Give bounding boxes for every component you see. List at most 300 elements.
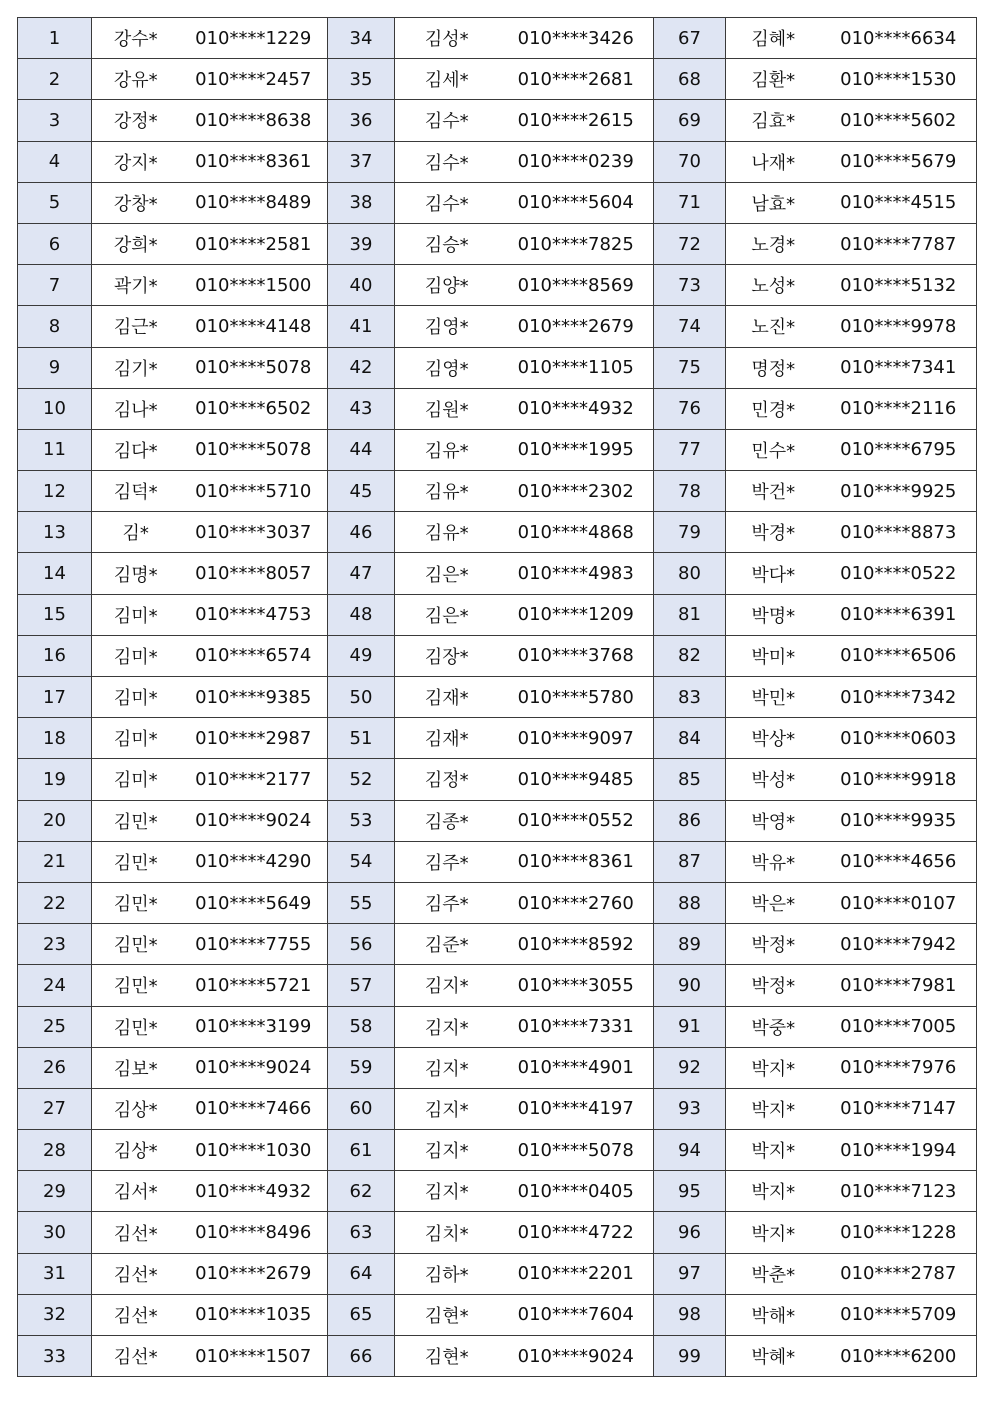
entry-name: 김미* xyxy=(92,677,180,718)
entry-name: 박성* xyxy=(726,759,821,800)
entry-number: 71 xyxy=(654,182,726,223)
entry-phone: 010****4722 xyxy=(499,1212,654,1253)
entry-phone: 010****4290 xyxy=(180,841,328,882)
entry-name: 강지* xyxy=(92,141,180,182)
entry-number: 64 xyxy=(328,1253,395,1294)
entry-phone: 010****7942 xyxy=(821,924,977,965)
entry-name: 김상* xyxy=(92,1130,180,1171)
entry-phone: 010****4901 xyxy=(499,1047,654,1088)
entry-number: 89 xyxy=(654,924,726,965)
table-row xyxy=(18,1212,977,1253)
entry-number: 92 xyxy=(654,1047,726,1088)
entry-name: 김유* xyxy=(395,471,499,512)
entry-number: 15 xyxy=(18,594,92,635)
entry-number: 88 xyxy=(654,882,726,923)
entry-number: 21 xyxy=(18,841,92,882)
entry-name: 강수* xyxy=(92,18,180,59)
entry-name: 박은* xyxy=(726,882,821,923)
entry-name: 김주* xyxy=(395,882,499,923)
entry-number: 54 xyxy=(328,841,395,882)
entry-number: 42 xyxy=(328,347,395,388)
entry-phone: 010****7825 xyxy=(499,223,654,264)
entry-phone: 010****8592 xyxy=(499,924,654,965)
entry-phone: 010****9918 xyxy=(821,759,977,800)
entry-number: 59 xyxy=(328,1047,395,1088)
entry-number: 26 xyxy=(18,1047,92,1088)
entry-phone: 010****7147 xyxy=(821,1088,977,1129)
entry-name: 박해* xyxy=(726,1294,821,1335)
entry-phone: 010****7755 xyxy=(180,924,328,965)
entry-phone: 010****1229 xyxy=(180,18,328,59)
entry-number: 28 xyxy=(18,1130,92,1171)
table-row xyxy=(18,965,977,1006)
entry-name: 김근* xyxy=(92,306,180,347)
table-row xyxy=(18,800,977,841)
entry-number: 94 xyxy=(654,1130,726,1171)
entry-phone: 010****2581 xyxy=(180,223,328,264)
entry-name: 김* xyxy=(92,512,180,553)
entry-phone: 010****7123 xyxy=(821,1171,977,1212)
entry-number: 6 xyxy=(18,223,92,264)
entry-phone: 010****5721 xyxy=(180,965,328,1006)
entry-name: 김선* xyxy=(92,1253,180,1294)
entry-phone: 010****6502 xyxy=(180,388,328,429)
entry-phone: 010****4868 xyxy=(499,512,654,553)
entry-number: 3 xyxy=(18,100,92,141)
entry-phone: 010****1105 xyxy=(499,347,654,388)
table-row xyxy=(18,1130,977,1171)
entry-number: 41 xyxy=(328,306,395,347)
entry-phone: 010****5709 xyxy=(821,1294,977,1335)
table-row xyxy=(18,265,977,306)
entry-phone: 010****1507 xyxy=(180,1336,328,1377)
entry-number: 60 xyxy=(328,1088,395,1129)
entry-phone: 010****2457 xyxy=(180,59,328,100)
entry-phone: 010****8361 xyxy=(180,141,328,182)
entry-number: 23 xyxy=(18,924,92,965)
entry-phone: 010****0552 xyxy=(499,800,654,841)
entry-name: 김서* xyxy=(92,1171,180,1212)
entry-name: 김준* xyxy=(395,924,499,965)
entry-number: 48 xyxy=(328,594,395,635)
entry-number: 8 xyxy=(18,306,92,347)
entry-name: 박정* xyxy=(726,965,821,1006)
entry-phone: 010****8873 xyxy=(821,512,977,553)
entry-number: 78 xyxy=(654,471,726,512)
entry-name: 민수* xyxy=(726,429,821,470)
entry-number: 98 xyxy=(654,1294,726,1335)
entry-name: 김은* xyxy=(395,553,499,594)
entry-name: 김은* xyxy=(395,594,499,635)
entry-number: 67 xyxy=(654,18,726,59)
entry-number: 51 xyxy=(328,718,395,759)
entry-number: 66 xyxy=(328,1336,395,1377)
entry-phone: 010****9024 xyxy=(180,1047,328,1088)
entry-number: 55 xyxy=(328,882,395,923)
entry-number: 7 xyxy=(18,265,92,306)
entry-name: 김지* xyxy=(395,1171,499,1212)
entry-name: 김지* xyxy=(395,1088,499,1129)
entry-name: 김명* xyxy=(92,553,180,594)
entry-name: 김현* xyxy=(395,1336,499,1377)
entry-number: 16 xyxy=(18,635,92,676)
entry-name: 강유* xyxy=(92,59,180,100)
entry-phone: 010****2177 xyxy=(180,759,328,800)
entry-number: 35 xyxy=(328,59,395,100)
entry-number: 83 xyxy=(654,677,726,718)
entry-phone: 010****0603 xyxy=(821,718,977,759)
entry-number: 39 xyxy=(328,223,395,264)
entry-phone: 010****5679 xyxy=(821,141,977,182)
entry-phone: 010****1530 xyxy=(821,59,977,100)
entry-number: 75 xyxy=(654,347,726,388)
entry-name: 김장* xyxy=(395,635,499,676)
entry-name: 김원* xyxy=(395,388,499,429)
entry-name: 박춘* xyxy=(726,1253,821,1294)
entry-phone: 010****3426 xyxy=(499,18,654,59)
entry-number: 2 xyxy=(18,59,92,100)
entry-phone: 010****2201 xyxy=(499,1253,654,1294)
entry-name: 노경* xyxy=(726,223,821,264)
entry-name: 박중* xyxy=(726,1006,821,1047)
entry-name: 박미* xyxy=(726,635,821,676)
entry-number: 91 xyxy=(654,1006,726,1047)
entry-phone: 010****1500 xyxy=(180,265,328,306)
entry-number: 10 xyxy=(18,388,92,429)
entry-number: 56 xyxy=(328,924,395,965)
entry-name: 나재* xyxy=(726,141,821,182)
entry-number: 85 xyxy=(654,759,726,800)
entry-name: 박민* xyxy=(726,677,821,718)
entry-phone: 010****5132 xyxy=(821,265,977,306)
entry-phone: 010****2302 xyxy=(499,471,654,512)
entry-phone: 010****9024 xyxy=(180,800,328,841)
table-row xyxy=(18,100,977,141)
entry-number: 95 xyxy=(654,1171,726,1212)
entry-name: 김현* xyxy=(395,1294,499,1335)
entry-name: 김지* xyxy=(395,965,499,1006)
entry-number: 43 xyxy=(328,388,395,429)
entry-phone: 010****0522 xyxy=(821,553,977,594)
entry-name: 박상* xyxy=(726,718,821,759)
entry-phone: 010****5649 xyxy=(180,882,328,923)
entry-name: 김양* xyxy=(395,265,499,306)
entry-number: 31 xyxy=(18,1253,92,1294)
entry-name: 김주* xyxy=(395,841,499,882)
entry-phone: 010****7976 xyxy=(821,1047,977,1088)
entry-number: 97 xyxy=(654,1253,726,1294)
entry-number: 58 xyxy=(328,1006,395,1047)
table-row xyxy=(18,306,977,347)
entry-number: 1 xyxy=(18,18,92,59)
entry-name: 김덕* xyxy=(92,471,180,512)
entry-name: 박명* xyxy=(726,594,821,635)
entry-name: 박건* xyxy=(726,471,821,512)
entry-name: 박지* xyxy=(726,1212,821,1253)
entry-name: 김정* xyxy=(395,759,499,800)
entry-phone: 010****6506 xyxy=(821,635,977,676)
entry-phone: 010****2679 xyxy=(180,1253,328,1294)
entry-name: 김민* xyxy=(92,800,180,841)
entry-name: 박유* xyxy=(726,841,821,882)
entry-number: 4 xyxy=(18,141,92,182)
table-row xyxy=(18,1294,977,1335)
entry-phone: 010****5604 xyxy=(499,182,654,223)
entry-name: 김수* xyxy=(395,141,499,182)
entry-name: 김유* xyxy=(395,512,499,553)
entry-phone: 010****6634 xyxy=(821,18,977,59)
entry-phone: 010****6391 xyxy=(821,594,977,635)
entry-number: 99 xyxy=(654,1336,726,1377)
entry-number: 14 xyxy=(18,553,92,594)
entry-number: 79 xyxy=(654,512,726,553)
entry-phone: 010****4932 xyxy=(180,1171,328,1212)
entry-name: 김영* xyxy=(395,306,499,347)
entry-name: 김수* xyxy=(395,182,499,223)
entry-name: 김미* xyxy=(92,594,180,635)
entry-number: 62 xyxy=(328,1171,395,1212)
table-row xyxy=(18,1047,977,1088)
entry-phone: 010****1994 xyxy=(821,1130,977,1171)
entry-phone: 010****4753 xyxy=(180,594,328,635)
entry-phone: 010****7787 xyxy=(821,223,977,264)
entry-number: 70 xyxy=(654,141,726,182)
entry-phone: 010****0239 xyxy=(499,141,654,182)
entry-number: 20 xyxy=(18,800,92,841)
entry-name: 김미* xyxy=(92,759,180,800)
entry-number: 36 xyxy=(328,100,395,141)
entry-name: 박지* xyxy=(726,1130,821,1171)
entry-number: 11 xyxy=(18,429,92,470)
table-row xyxy=(18,512,977,553)
entry-phone: 010****2681 xyxy=(499,59,654,100)
entry-name: 강정* xyxy=(92,100,180,141)
entry-name: 곽기* xyxy=(92,265,180,306)
entry-phone: 010****7604 xyxy=(499,1294,654,1335)
entry-phone: 010****1228 xyxy=(821,1212,977,1253)
entry-name: 김승* xyxy=(395,223,499,264)
entry-number: 61 xyxy=(328,1130,395,1171)
entry-number: 57 xyxy=(328,965,395,1006)
entry-name: 김수* xyxy=(395,100,499,141)
entry-phone: 010****3199 xyxy=(180,1006,328,1047)
entry-name: 박혜* xyxy=(726,1336,821,1377)
entry-name: 김민* xyxy=(92,924,180,965)
entry-phone: 010****8489 xyxy=(180,182,328,223)
entry-number: 84 xyxy=(654,718,726,759)
entry-phone: 010****3055 xyxy=(499,965,654,1006)
entry-phone: 010****8638 xyxy=(180,100,328,141)
entry-number: 19 xyxy=(18,759,92,800)
entry-name: 김미* xyxy=(92,635,180,676)
entry-name: 김지* xyxy=(395,1047,499,1088)
entry-number: 82 xyxy=(654,635,726,676)
entry-number: 52 xyxy=(328,759,395,800)
entry-phone: 010****8361 xyxy=(499,841,654,882)
entry-phone: 010****2987 xyxy=(180,718,328,759)
entry-name: 김종* xyxy=(395,800,499,841)
entry-name: 박지* xyxy=(726,1171,821,1212)
entry-phone: 010****2787 xyxy=(821,1253,977,1294)
entry-phone: 010****8496 xyxy=(180,1212,328,1253)
entry-name: 박지* xyxy=(726,1047,821,1088)
entry-number: 32 xyxy=(18,1294,92,1335)
entry-phone: 010****4197 xyxy=(499,1088,654,1129)
entry-phone: 010****4148 xyxy=(180,306,328,347)
winners-table-body xyxy=(18,18,977,1377)
entry-number: 81 xyxy=(654,594,726,635)
entry-name: 김혜* xyxy=(726,18,821,59)
table-row xyxy=(18,1088,977,1129)
entry-number: 37 xyxy=(328,141,395,182)
entry-number: 18 xyxy=(18,718,92,759)
entry-name: 김환* xyxy=(726,59,821,100)
entry-name: 김다* xyxy=(92,429,180,470)
entry-number: 93 xyxy=(654,1088,726,1129)
entry-number: 46 xyxy=(328,512,395,553)
entry-number: 76 xyxy=(654,388,726,429)
entry-phone: 010****9978 xyxy=(821,306,977,347)
entry-name: 김민* xyxy=(92,882,180,923)
entry-number: 44 xyxy=(328,429,395,470)
entry-phone: 010****7981 xyxy=(821,965,977,1006)
entry-number: 73 xyxy=(654,265,726,306)
table-row xyxy=(18,924,977,965)
entry-name: 박정* xyxy=(726,924,821,965)
entry-phone: 010****9385 xyxy=(180,677,328,718)
table-row xyxy=(18,553,977,594)
entry-number: 96 xyxy=(654,1212,726,1253)
entry-number: 5 xyxy=(18,182,92,223)
entry-phone: 010****1995 xyxy=(499,429,654,470)
entry-name: 강창* xyxy=(92,182,180,223)
entry-phone: 010****7005 xyxy=(821,1006,977,1047)
entry-name: 노진* xyxy=(726,306,821,347)
entry-number: 74 xyxy=(654,306,726,347)
entry-phone: 010****5078 xyxy=(180,429,328,470)
table-row xyxy=(18,759,977,800)
entry-name: 김상* xyxy=(92,1088,180,1129)
table-row xyxy=(18,471,977,512)
entry-name: 김선* xyxy=(92,1336,180,1377)
entry-name: 김기* xyxy=(92,347,180,388)
table-row xyxy=(18,718,977,759)
table-row xyxy=(18,59,977,100)
table-row xyxy=(18,18,977,59)
entry-number: 65 xyxy=(328,1294,395,1335)
entry-number: 47 xyxy=(328,553,395,594)
entry-phone: 010****2116 xyxy=(821,388,977,429)
table-row xyxy=(18,141,977,182)
table-row xyxy=(18,841,977,882)
entry-name: 김민* xyxy=(92,1006,180,1047)
entry-name: 박지* xyxy=(726,1088,821,1129)
entry-name: 김선* xyxy=(92,1294,180,1335)
entry-phone: 010****1030 xyxy=(180,1130,328,1171)
entry-name: 김선* xyxy=(92,1212,180,1253)
entry-phone: 010****6200 xyxy=(821,1336,977,1377)
entry-phone: 010****4656 xyxy=(821,841,977,882)
entry-number: 49 xyxy=(328,635,395,676)
entry-number: 50 xyxy=(328,677,395,718)
entry-name: 김지* xyxy=(395,1130,499,1171)
entry-phone: 010****6574 xyxy=(180,635,328,676)
entry-number: 24 xyxy=(18,965,92,1006)
entry-phone: 010****7341 xyxy=(821,347,977,388)
entry-phone: 010****6795 xyxy=(821,429,977,470)
entry-name: 명정* xyxy=(726,347,821,388)
entry-number: 90 xyxy=(654,965,726,1006)
entry-number: 77 xyxy=(654,429,726,470)
entry-phone: 010****1035 xyxy=(180,1294,328,1335)
entry-phone: 010****0405 xyxy=(499,1171,654,1212)
entry-name: 김재* xyxy=(395,677,499,718)
entry-number: 30 xyxy=(18,1212,92,1253)
entry-number: 12 xyxy=(18,471,92,512)
entry-name: 민경* xyxy=(726,388,821,429)
table-row xyxy=(18,388,977,429)
entry-phone: 010****2679 xyxy=(499,306,654,347)
entry-phone: 010****8057 xyxy=(180,553,328,594)
table-row xyxy=(18,677,977,718)
entry-number: 22 xyxy=(18,882,92,923)
table-row xyxy=(18,882,977,923)
entry-name: 김성* xyxy=(395,18,499,59)
entry-phone: 010****9935 xyxy=(821,800,977,841)
table-row xyxy=(18,347,977,388)
entry-phone: 010****9097 xyxy=(499,718,654,759)
entry-name: 강희* xyxy=(92,223,180,264)
table-row xyxy=(18,182,977,223)
entry-phone: 010****4515 xyxy=(821,182,977,223)
entry-name: 김나* xyxy=(92,388,180,429)
entry-phone: 010****3768 xyxy=(499,635,654,676)
entry-phone: 010****5078 xyxy=(499,1130,654,1171)
entry-name: 남효* xyxy=(726,182,821,223)
entry-name: 박경* xyxy=(726,512,821,553)
entry-name: 박영* xyxy=(726,800,821,841)
entry-phone: 010****7466 xyxy=(180,1088,328,1129)
entry-name: 김하* xyxy=(395,1253,499,1294)
entry-number: 25 xyxy=(18,1006,92,1047)
entry-number: 9 xyxy=(18,347,92,388)
entry-name: 김민* xyxy=(92,841,180,882)
winners-table xyxy=(17,17,977,1377)
entry-phone: 010****7331 xyxy=(499,1006,654,1047)
entry-phone: 010****9485 xyxy=(499,759,654,800)
table-row xyxy=(18,1336,977,1377)
entry-number: 63 xyxy=(328,1212,395,1253)
entry-number: 13 xyxy=(18,512,92,553)
entry-name: 노성* xyxy=(726,265,821,306)
entry-phone: 010****5710 xyxy=(180,471,328,512)
entry-phone: 010****3037 xyxy=(180,512,328,553)
entry-name: 김효* xyxy=(726,100,821,141)
entry-phone: 010****1209 xyxy=(499,594,654,635)
entry-number: 69 xyxy=(654,100,726,141)
entry-name: 김미* xyxy=(92,718,180,759)
entry-number: 53 xyxy=(328,800,395,841)
entry-number: 68 xyxy=(654,59,726,100)
entry-phone: 010****2760 xyxy=(499,882,654,923)
entry-phone: 010****9925 xyxy=(821,471,977,512)
entry-phone: 010****4932 xyxy=(499,388,654,429)
entry-name: 김치* xyxy=(395,1212,499,1253)
entry-phone: 010****7342 xyxy=(821,677,977,718)
entry-phone: 010****5602 xyxy=(821,100,977,141)
entry-name: 김영* xyxy=(395,347,499,388)
entry-number: 72 xyxy=(654,223,726,264)
